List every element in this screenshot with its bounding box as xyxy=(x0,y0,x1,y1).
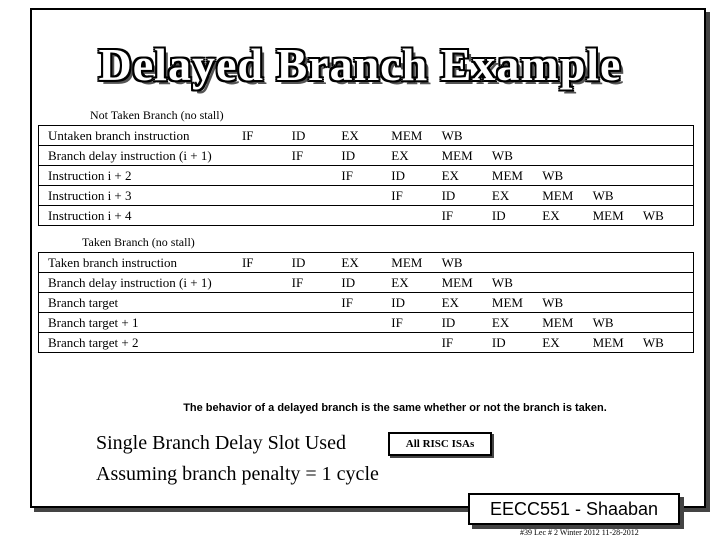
stage-cell: IF xyxy=(442,333,492,353)
stage-cell: IF xyxy=(292,146,342,166)
table-row xyxy=(39,146,694,166)
stage-cell: EX xyxy=(542,333,592,353)
table-row xyxy=(39,273,694,293)
stage-cell xyxy=(643,186,694,206)
stage-cell xyxy=(242,293,292,313)
stage-cell xyxy=(292,313,342,333)
table-row xyxy=(39,166,694,186)
instruction-label: Branch target xyxy=(39,293,242,313)
stage-cell: WB xyxy=(643,206,694,226)
stage-cell: IF xyxy=(391,186,441,206)
stage-cell: MEM xyxy=(442,146,492,166)
instruction-label: Instruction i + 3 xyxy=(39,186,242,206)
stage-cell: MEM xyxy=(442,273,492,293)
stage-cell xyxy=(341,206,391,226)
stage-cell xyxy=(242,333,292,353)
stage-cell: ID xyxy=(341,146,391,166)
taken-table xyxy=(38,252,694,353)
stage-cell: ID xyxy=(492,206,542,226)
stage-cell: ID xyxy=(492,333,542,353)
stage-cell: WB xyxy=(593,313,643,333)
stage-cell xyxy=(643,146,694,166)
table-row xyxy=(39,186,694,206)
delay-slot-text: Single Branch Delay Slot Used xyxy=(96,432,346,454)
stage-cell: WB xyxy=(442,126,492,146)
taken-label: Taken Branch (no stall) xyxy=(82,235,195,249)
stage-cell: WB xyxy=(492,273,542,293)
stage-cell xyxy=(492,253,542,273)
isa-note-box: All RISC ISAs xyxy=(388,432,492,456)
stage-cell xyxy=(593,293,643,313)
stage-cell xyxy=(542,126,592,146)
stage-cell: EX xyxy=(442,293,492,313)
stage-cell xyxy=(391,333,441,353)
not-taken-label: Not Taken Branch (no stall) xyxy=(90,108,224,122)
instruction-label: Taken branch instruction xyxy=(39,253,242,273)
stage-cell: EX xyxy=(391,273,441,293)
caption-text: The behavior of a delayed branch is the same whether or not the branch is taken. xyxy=(183,402,607,414)
stage-cell: MEM xyxy=(593,206,643,226)
stage-cell: WB xyxy=(442,253,492,273)
stage-cell xyxy=(593,166,643,186)
stage-cell xyxy=(643,313,694,333)
stage-cell: EX xyxy=(391,146,441,166)
stage-cell xyxy=(341,313,391,333)
stage-cell: MEM xyxy=(593,333,643,353)
stage-cell xyxy=(242,166,292,186)
stage-cell: EX xyxy=(492,313,542,333)
stage-cell xyxy=(341,333,391,353)
stage-cell: EX xyxy=(442,166,492,186)
stage-cell: WB xyxy=(643,333,694,353)
stage-cell xyxy=(542,273,592,293)
stage-cell: IF xyxy=(442,206,492,226)
stage-cell: IF xyxy=(391,313,441,333)
stage-cell: IF xyxy=(292,273,342,293)
instruction-label: Branch target + 2 xyxy=(39,333,242,353)
stage-cell: WB xyxy=(542,293,592,313)
stage-cell xyxy=(292,206,342,226)
stage-cell: EX xyxy=(492,186,542,206)
table-row xyxy=(39,253,694,273)
stage-cell xyxy=(542,253,592,273)
stage-cell xyxy=(593,126,643,146)
table-row xyxy=(39,293,694,313)
stage-cell xyxy=(242,146,292,166)
stage-cell xyxy=(242,206,292,226)
stage-cell: ID xyxy=(442,313,492,333)
stage-cell xyxy=(341,186,391,206)
stage-cell xyxy=(292,293,342,313)
stage-cell: WB xyxy=(593,186,643,206)
stage-cell xyxy=(292,166,342,186)
stage-cell: EX xyxy=(341,253,391,273)
stage-cell xyxy=(643,293,694,313)
stage-cell xyxy=(242,186,292,206)
stage-cell xyxy=(391,206,441,226)
table-row xyxy=(39,313,694,333)
stage-cell: EX xyxy=(542,206,592,226)
instruction-label: Untaken branch instruction xyxy=(39,126,242,146)
table-row xyxy=(39,206,694,226)
stage-cell: ID xyxy=(391,166,441,186)
stage-cell xyxy=(593,253,643,273)
stage-cell xyxy=(242,313,292,333)
stage-cell: ID xyxy=(391,293,441,313)
stage-cell: MEM xyxy=(391,126,441,146)
stage-cell: MEM xyxy=(391,253,441,273)
stage-cell: ID xyxy=(292,253,342,273)
stage-cell: MEM xyxy=(542,186,592,206)
stage-cell xyxy=(643,273,694,293)
stage-cell xyxy=(542,146,592,166)
stage-cell xyxy=(593,273,643,293)
stage-cell xyxy=(593,146,643,166)
instruction-label: Branch target + 1 xyxy=(39,313,242,333)
stage-cell xyxy=(643,253,694,273)
stage-cell: MEM xyxy=(542,313,592,333)
stage-cell xyxy=(292,186,342,206)
stage-cell xyxy=(492,126,542,146)
stage-cell xyxy=(292,333,342,353)
stage-cell: IF xyxy=(242,253,292,273)
page-title: Delayed Branch Example xyxy=(98,39,622,90)
instruction-label: Branch delay instruction (i + 1) xyxy=(39,273,242,293)
stage-cell xyxy=(643,126,694,146)
stage-cell: IF xyxy=(242,126,292,146)
course-box: EECC551 - Shaaban xyxy=(468,493,680,525)
stage-cell: IF xyxy=(341,293,391,313)
stage-cell: ID xyxy=(442,186,492,206)
not-taken-table xyxy=(38,125,694,226)
instruction-label: Branch delay instruction (i + 1) xyxy=(39,146,242,166)
stage-cell: EX xyxy=(341,126,391,146)
stage-cell: WB xyxy=(542,166,592,186)
stage-cell xyxy=(242,273,292,293)
table-row xyxy=(39,126,694,146)
stage-cell: ID xyxy=(292,126,342,146)
table-row xyxy=(39,333,694,353)
stage-cell: IF xyxy=(341,166,391,186)
instruction-label: Instruction i + 2 xyxy=(39,166,242,186)
penalty-text: Assuming branch penalty = 1 cycle xyxy=(96,463,379,485)
stage-cell: ID xyxy=(341,273,391,293)
stage-cell: MEM xyxy=(492,293,542,313)
instruction-label: Instruction i + 4 xyxy=(39,206,242,226)
stage-cell: WB xyxy=(492,146,542,166)
footer-text: #39 Lec # 2 Winter 2012 11-28-2012 xyxy=(520,528,639,537)
stage-cell xyxy=(643,166,694,186)
stage-cell: MEM xyxy=(492,166,542,186)
